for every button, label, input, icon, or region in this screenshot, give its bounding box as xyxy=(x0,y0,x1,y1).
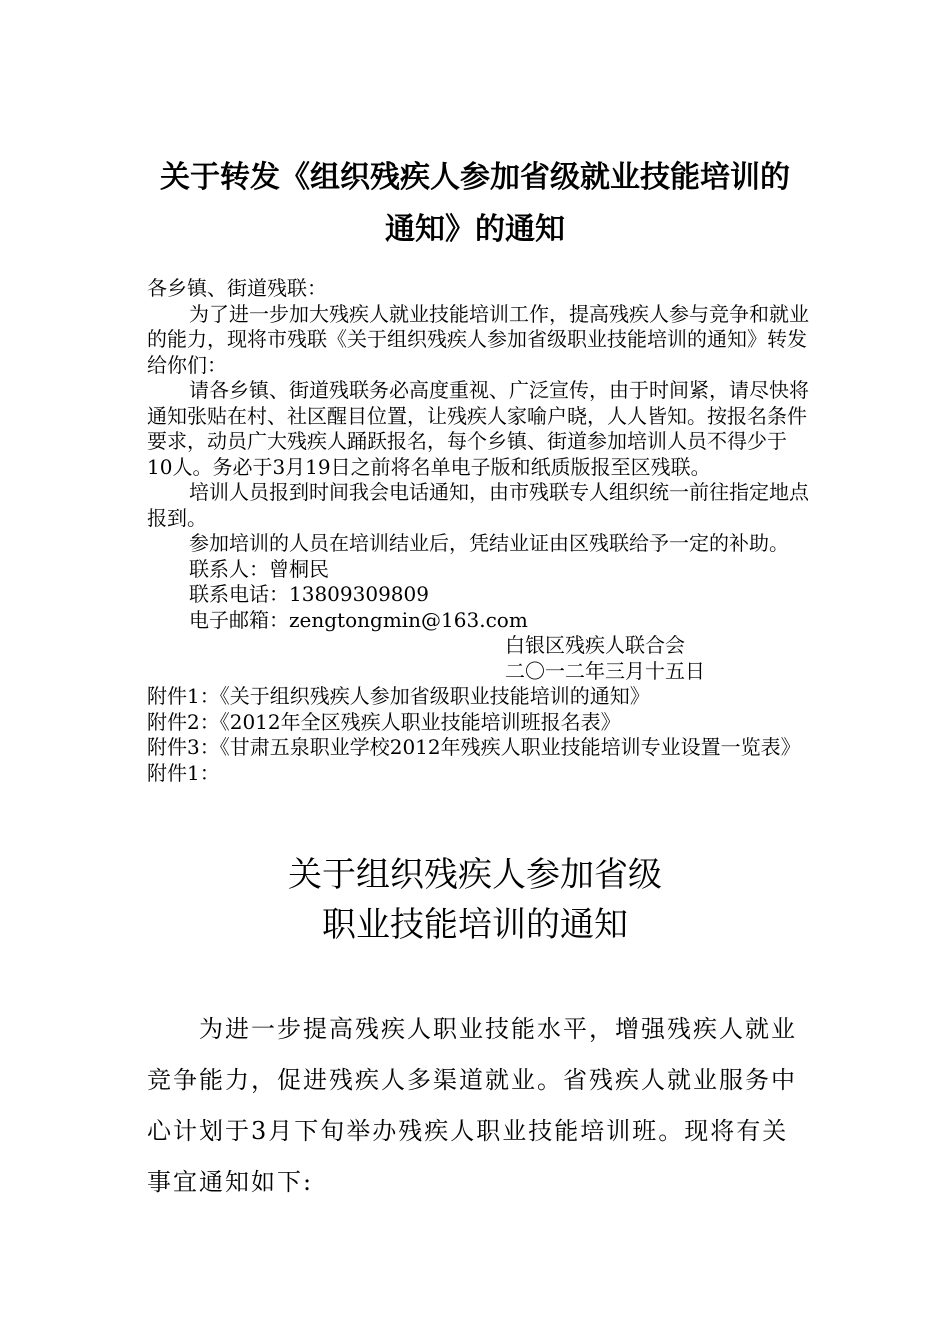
attachment-1-title xyxy=(130,850,820,950)
contact-email: 电子邮箱：zengtongmin@163.com xyxy=(189,607,528,632)
attachment-1-label: 附件1： xyxy=(147,760,220,785)
title-line-2: 通知》的通知 xyxy=(385,212,565,247)
paragraph-3: 培训人员报到时间我会电话通知，由市残联专人组织统一前往指定地点报到。 xyxy=(147,480,809,530)
paragraph-4: 参加培训的人员在培训结业后，凭结业证由区残联给予一定的补助。 xyxy=(189,531,789,555)
paragraph-1: 为了进一步加大残疾人就业技能培训工作，提高残疾人参与竞争和就业的能力，现将市残联《关于组织残疾人参加省级职业技能培训的通知》转发给你们： xyxy=(147,301,809,377)
attachment-item-2: 附件2：《2012年全区残疾人职业技能培训班报名表》 xyxy=(147,709,621,734)
attachment-item-3: 附件3：《甘肃五泉职业学校2012年残疾人职业技能培训专业设置一览表》 xyxy=(147,735,801,759)
salutation: 各乡镇、街道残联： xyxy=(147,276,327,300)
title-line-1: 关于转发《组织残疾人参加省级就业技能培训的 xyxy=(160,160,790,195)
contact-phone: 联系电话：13809309809 xyxy=(189,582,429,606)
signature-date: 二〇一二年三月十五日 xyxy=(505,658,705,683)
contact-person: 联系人：曾桐民 xyxy=(189,556,329,581)
document-title xyxy=(130,152,820,256)
signature-org: 白银区残疾人联合会 xyxy=(505,633,685,657)
attachment-title-line-2: 职业技能培训的通知 xyxy=(322,905,628,945)
attachment-item-1: 附件1：《关于组织残疾人参加省级职业技能培训的通知》 xyxy=(147,684,650,708)
attachment-1-paragraph: 为进一步提高残疾人职业技能水平，增强残疾人就业竞争能力，促进残疾人多渠道就业。省残疾人就业服务中心计划于3月下旬举办残疾人职业技能培训班。现将有关事宜通知如下: xyxy=(147,1015,797,1196)
notice-body xyxy=(147,276,811,786)
paragraph-2: 请各乡镇、街道残联务必高度重视、广泛宣传，由于时间紧，请尽快将通知张贴在村、社区醒目位置，让残疾人家喻户晓，人人皆知。按报名条件要求，动员广大残疾人踊跃报名，每个乡镇、街道参加培训人员不得少于10人。务必于3月19日之前将名单电子版和纸质版报至区残联。 xyxy=(147,378,809,479)
attachment-title-line-1: 关于组织残疾人参加省级 xyxy=(288,855,662,895)
attachment-1-body xyxy=(147,1004,811,1208)
